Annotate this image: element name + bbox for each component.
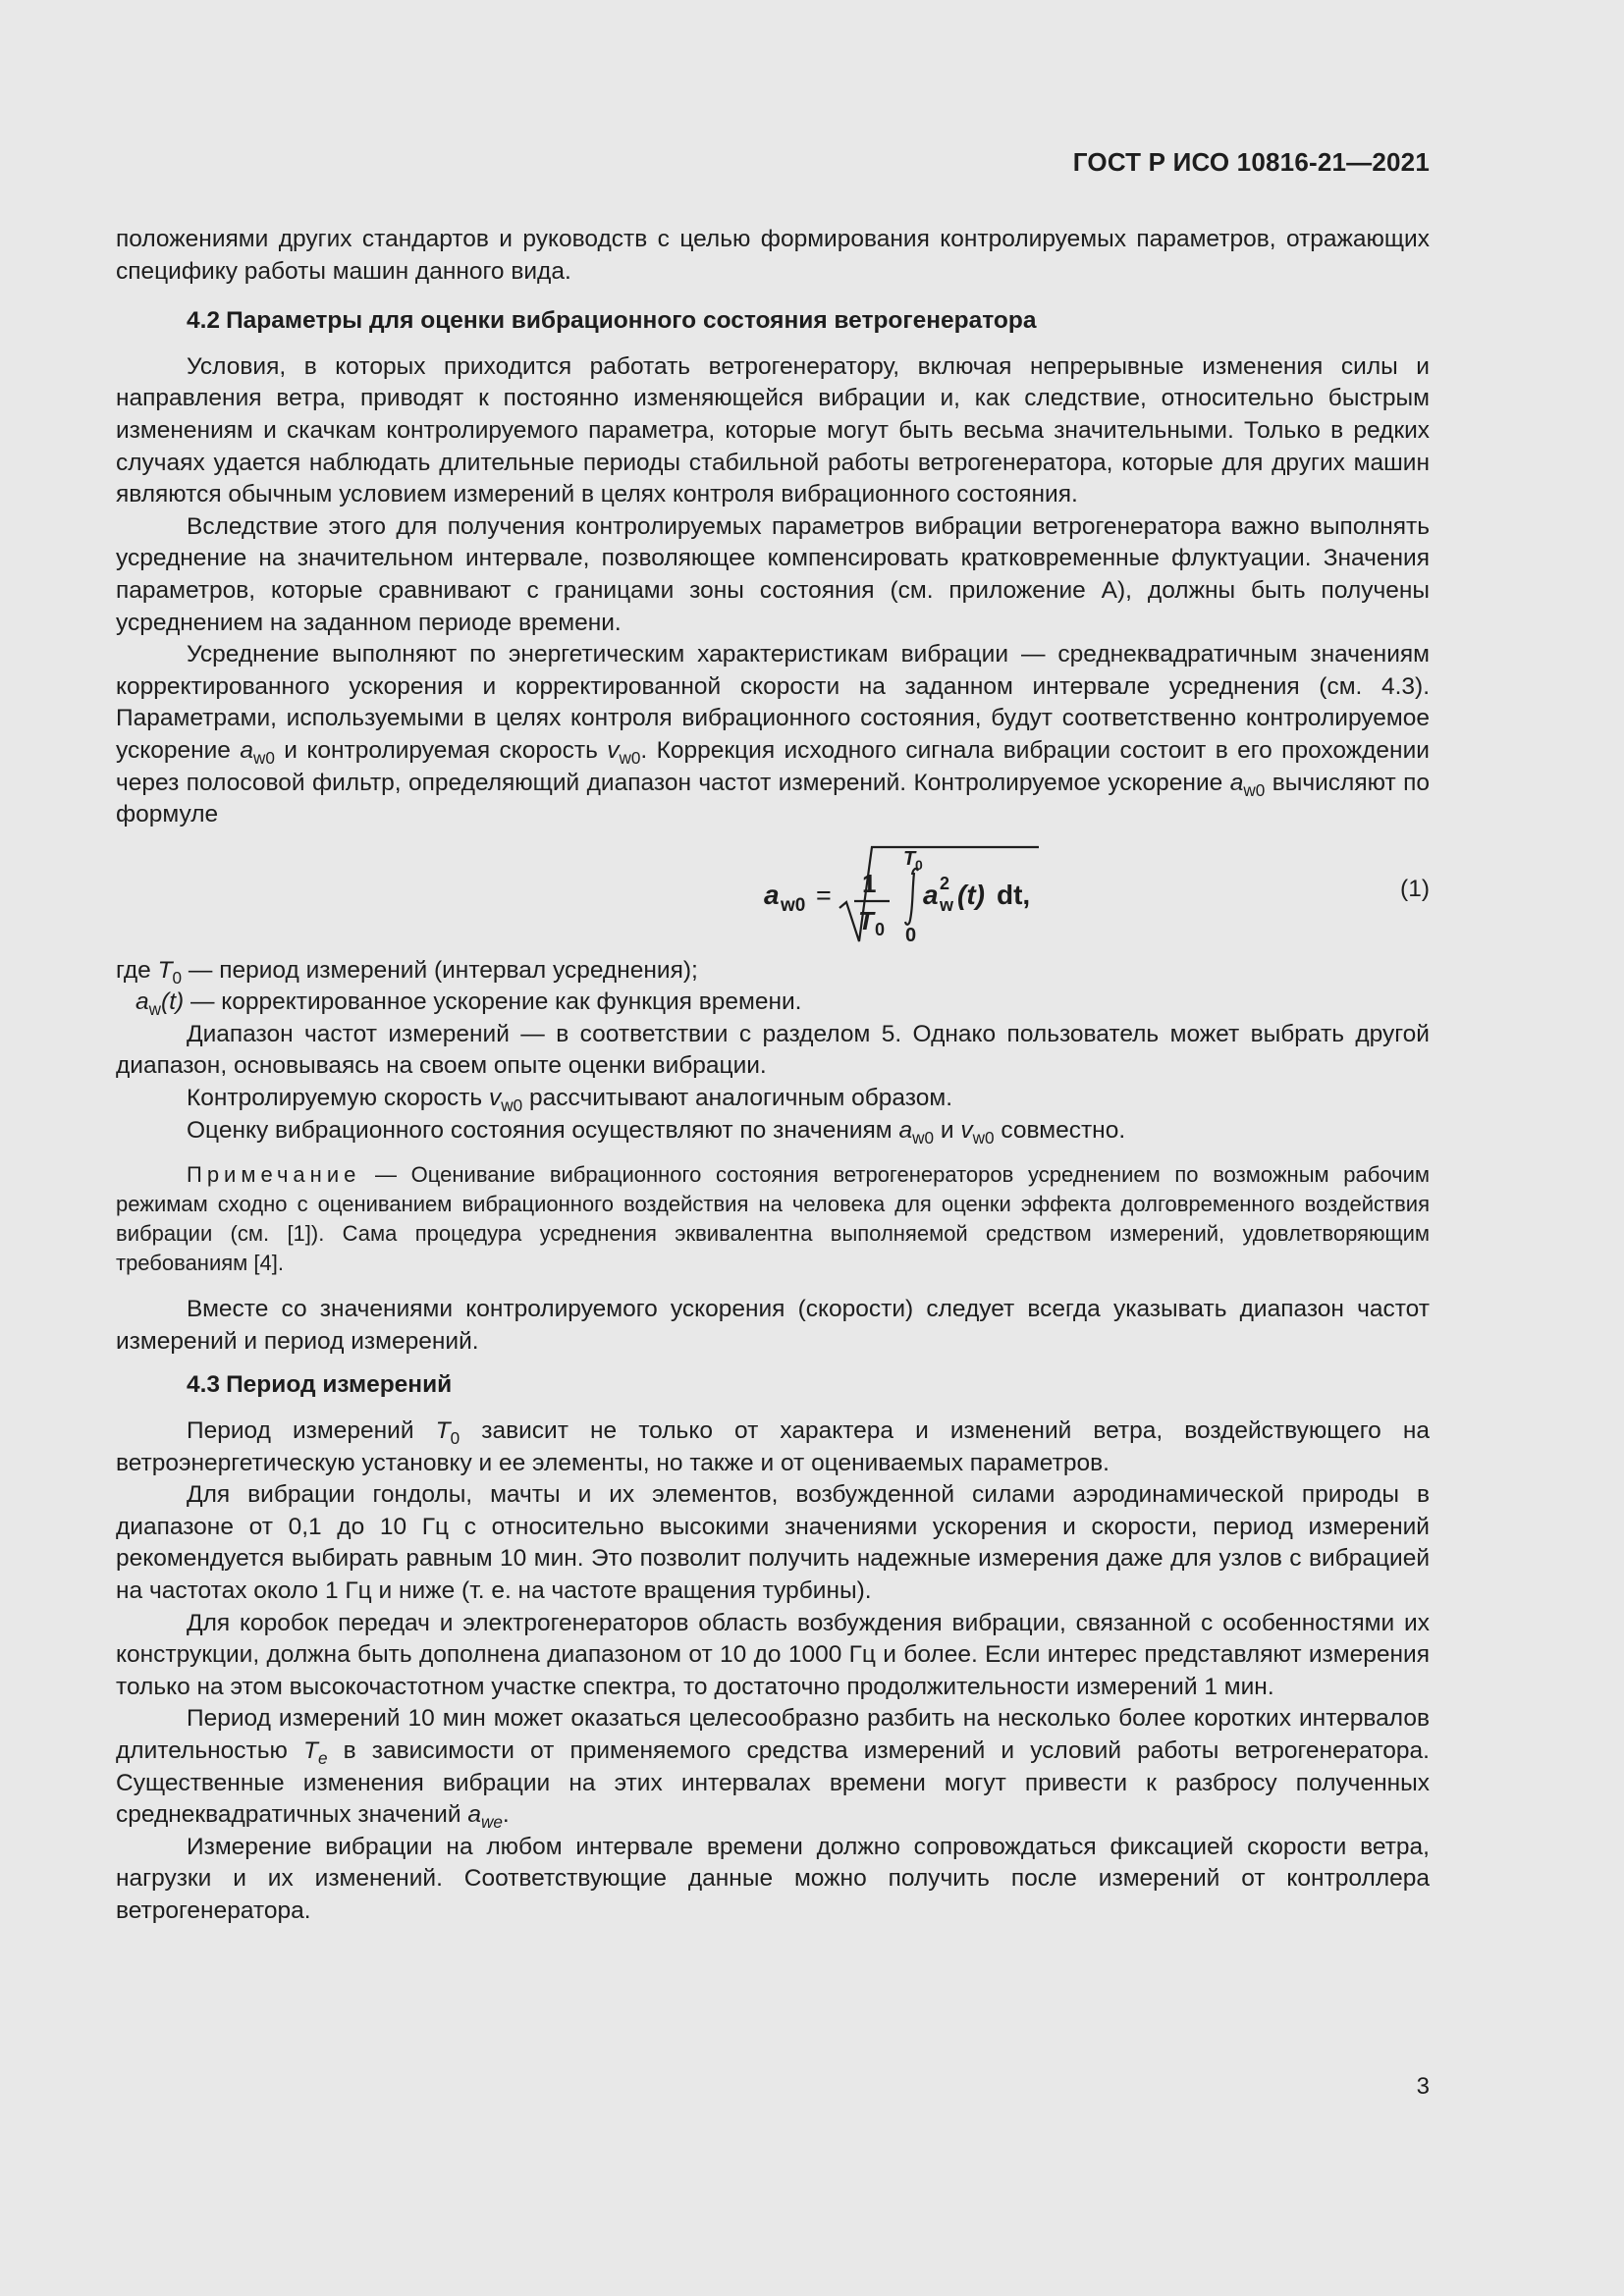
formula-integral-sign	[905, 869, 918, 925]
equation-number: (1)	[1400, 875, 1430, 902]
paragraph: Вследствие этого для получения контролируемых параметров вибрации ветрогенератора важно выполнять усреднение на значительном интервале, позволяющее компенсировать кратковременные флуктуации. Значения параметров, которые сравнивают с границами зоны состояния (см. приложение А), должны быть получены усреднением на заданном периоде времени.	[116, 512, 1430, 636]
paragraph: Оценку вибрационного состояния осуществляют по значениям $a_{w0}$ и $v_{w0}$ совместно.	[187, 1116, 1126, 1148]
page-number: 3	[1416, 2073, 1430, 2100]
section-title: Параметры для оценки вибрационного состояния ветрогенератора	[226, 307, 1037, 335]
definition-aw: $a_w(t)$ — корректированное ускорение как функция времени.	[135, 988, 802, 1020]
formula-integrand-sup: 2	[940, 873, 950, 893]
note-label: Примечание	[187, 1162, 361, 1188]
section-heading-4-2	[116, 305, 1430, 338]
section-title: Период измерений	[226, 1371, 453, 1399]
document-header: ГОСТ Р ИСО 10816-21—2021	[1072, 147, 1430, 177]
paragraph: Усреднение выполняют по энергетическим характеристикам вибрации — среднеквадратичным значениям корректированного ускорения и корректированной скорости на заданном интервале усреднения (см. 4.3). Параметрами, используемыми в целях контроля вибрационного состояния, будут соответственно контролируемое ускорение $a_{w0}$ и контролируемая скорость $v_{w0}$. Коррекция исходного сигнала вибрации состоит в его прохождении через полосовой фильтр, определяющий диапазон частот измерений. Контролируемое ускорение $a_{w0}$ вычисляют по формуле	[116, 641, 1430, 828]
formula-image	[636, 839, 1049, 947]
section-heading-4-3	[116, 1369, 1430, 1402]
formula-1	[116, 839, 1430, 947]
formula-denominator-sub: 0	[875, 919, 886, 939]
paragraph: положениями других стандартов и руководств с целью формирования контролируемых параметров, отражающих специфику работы машин данного вида.	[116, 226, 1430, 285]
section-number: 4.2	[187, 307, 221, 335]
formula-upper-limit: T	[903, 847, 916, 870]
note: Примечание — Оценивание вибрационного состояния ветрогенераторов усреднением по возможным рабочим режимам сходно с оцениванием вибрационного воздействия на человека для оценки эффекта долговременного воздействия вибрации (см. [1]). Сама процедура усреднения эквивалентна выполняемой средством измерений, удовлетворяющим требованиям [4].	[116, 1162, 1430, 1276]
paragraph: Диапазон частот измерений — в соответствии с разделом 5. Однако пользователь может выбрать другой диапазон, основываясь на своем опыте оценки вибрации.	[116, 1020, 1430, 1080]
formula-equals: =	[816, 880, 832, 910]
definition-T0: где $T_0$ — период измерений (интервал усреднения);	[116, 956, 698, 988]
formula-upper-limit-sub: 0	[915, 856, 923, 873]
formula-numerator: 1	[862, 868, 877, 898]
paragraph: Измерение вибрации на любом интервале времени должно сопровождаться фиксацией скорости ветра, нагрузки и их изменений. Соответствующие данные можно получить после измерений от контроллера ветрогенератора.	[116, 1833, 1430, 1924]
paragraph: Контролируемую скорость $v_{w0}$ рассчитывают аналогичным образом.	[187, 1085, 953, 1116]
formula-lhs-sub: w0	[781, 894, 806, 916]
formula-dt: dt,	[997, 879, 1031, 910]
formula-lhs: a	[764, 879, 780, 910]
formula-denominator: T	[858, 905, 874, 935]
paragraph: Вместе со значениями контролируемого ускорения (скорости) следует всегда указывать диапазон частот измерений и период измерений.	[116, 1296, 1430, 1355]
paragraph: Для вибрации гондолы, мачты и их элементов, возбужденной силами аэродинамической природы в диапазоне от 0,1 до 10 Гц с относительно высокими значениями ускорения и скорости, период измерений рекомендуется выбирать равным 10 мин. Это позволит получить надежные измерения даже для узлов с вибрацией на частотах около 1 Гц и ниже (т. е. на частоте вращения турбины).	[116, 1481, 1430, 1604]
document-body	[116, 224, 1430, 1928]
section-number: 4.3	[187, 1371, 221, 1399]
paragraph: Период измерений $T_0$ зависит не только от характера и изменений ветра, воздействующего на ветроэнергетическую установку и ее элементы, но также и от оцениваемых параметров.	[116, 1417, 1431, 1476]
paragraph: Для коробок передач и электрогенераторов область возбуждения вибрации, связанной с особенностями их конструкции, должна быть дополнена диапазоном от 10 до 1000 Гц и более. Если интерес представляют измерения только на этом высокочастотном участке спектра, то достаточно продолжительности измерений 1 мин.	[116, 1609, 1430, 1700]
formula-argument: (t)	[957, 879, 985, 910]
paragraph: Период измерений 10 мин может оказаться целесообразно разбить на несколько более коротких интервалов длительностью $T_e$ в зависимости от применяемого средства измерений и условий работы ветрогенератора. Существенные изменения вибрации на этих интервалах времени могут привести к разбросу полученных среднеквадратичных значений $a_{we}$.	[116, 1705, 1430, 1833]
formula-integrand-sub: w	[940, 894, 954, 915]
paragraph: Условия, в которых приходится работать ветрогенератору, включая непрерывные изменения силы и направления ветра, приводят к постоянно изменяющейся вибрации и, как следствие, относительно быстрым изменениям и скачкам контролируемого параметра, которые могут быть весьма значительными. Только в редких случаях удается наблюдать длительные периоды стабильной работы ветрогенератора, которые для других машин являются обычным условием измерений в целях контроля вибрационного состояния.	[116, 352, 1430, 508]
formula-lower-limit: 0	[905, 924, 917, 946]
formula-integrand: a	[923, 879, 939, 910]
